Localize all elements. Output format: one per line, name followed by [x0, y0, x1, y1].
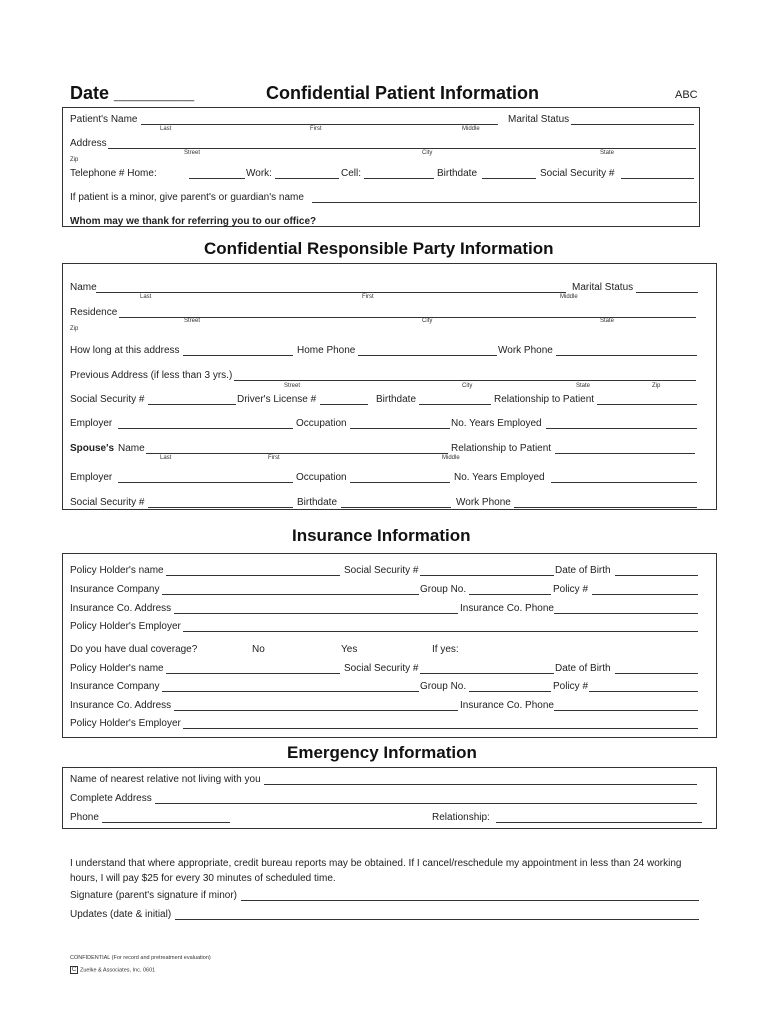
ins2-dob-field[interactable]: [615, 673, 698, 674]
ins-holder-field[interactable]: [166, 575, 340, 576]
ins-ssn-field[interactable]: [420, 575, 554, 576]
updates-field[interactable]: [175, 919, 699, 920]
sub-middle: Middle: [462, 126, 480, 132]
spouse-work-phone-label: Work Phone: [456, 497, 511, 508]
rp-occupation-label: Occupation: [296, 418, 347, 429]
sub-city: City: [422, 150, 433, 156]
sub-last: Last: [160, 126, 172, 132]
sub-first: First: [310, 126, 322, 132]
rp-sub-state: State: [600, 318, 615, 324]
ins-company-label: Insurance Company: [70, 584, 160, 595]
ins-group-field[interactable]: [469, 594, 551, 595]
dual-no-option[interactable]: No: [252, 644, 265, 655]
dual-yes-option[interactable]: Yes: [341, 644, 358, 655]
rp-work-phone-label: Work Phone: [498, 345, 553, 356]
rp-sub-city: City: [422, 318, 433, 324]
ins2-address-label: Insurance Co. Address: [70, 700, 172, 711]
signature-field[interactable]: [241, 900, 699, 901]
spouse-birthdate-label: Birthdate: [297, 497, 338, 508]
ins2-holder-label: Policy Holder's name: [70, 663, 164, 674]
spouse-years-field[interactable]: [551, 482, 697, 483]
telephone-home-label: Telephone # Home:: [70, 168, 157, 179]
drivers-license-field[interactable]: [320, 404, 368, 405]
ins-dob-label: Date of Birth: [555, 565, 611, 576]
ins2-group-field[interactable]: [469, 691, 551, 692]
rp-years-field[interactable]: [546, 428, 697, 429]
signature-label: Signature (parent's signature if minor): [70, 890, 237, 901]
rp-sub-last: Last: [140, 294, 152, 300]
patient-address-field[interactable]: [108, 148, 696, 149]
insurance-heading: Insurance Information: [292, 526, 471, 545]
ssn-label: Social Security #: [540, 168, 615, 179]
ins-ssn-label: Social Security #: [344, 565, 419, 576]
ins2-holder-field[interactable]: [166, 673, 340, 674]
sub-state: State: [600, 150, 615, 156]
spouse-occupation-field[interactable]: [350, 482, 450, 483]
rp-sub-first: First: [362, 294, 374, 300]
rp-employer-field[interactable]: [118, 428, 293, 429]
emergency-relationship-label: Relationship:: [432, 812, 490, 823]
rp-ssn-field[interactable]: [148, 404, 236, 405]
spouse-ssn-field[interactable]: [148, 507, 293, 508]
form-code: ABC: [675, 89, 698, 101]
work-phone-field[interactable]: [275, 178, 339, 179]
referral-field[interactable]: [322, 226, 697, 227]
spouse-employer-field[interactable]: [118, 482, 293, 483]
ins-employer-label: Policy Holder's Employer: [70, 621, 181, 632]
spouse-employer-label: Employer: [70, 472, 113, 483]
patient-marital-field[interactable]: [571, 124, 694, 125]
ins-dob-field[interactable]: [615, 575, 698, 576]
drivers-license-label: Driver's License #: [237, 394, 317, 405]
ins-holder-label: Policy Holder's name: [70, 565, 164, 576]
rp-ssn-label: Social Security #: [70, 394, 145, 405]
emergency-address-field[interactable]: [155, 803, 697, 804]
ins2-policy-label: Policy #: [553, 681, 589, 692]
ssn-field[interactable]: [621, 178, 694, 179]
responsible-party-heading: Confidential Responsible Party Information: [204, 239, 554, 258]
ins-company-field[interactable]: [162, 594, 419, 595]
ins2-employer-field[interactable]: [183, 728, 698, 729]
spouse-sub-first: First: [268, 455, 280, 461]
relative-label: Name of nearest relative not living with you: [70, 774, 261, 785]
rp-relationship-label: Relationship to Patient: [494, 394, 595, 405]
ins2-ssn-field[interactable]: [420, 673, 554, 674]
spouse-name-label: Name: [118, 443, 145, 454]
emergency-relationship-field[interactable]: [496, 822, 702, 823]
prev-sub-street: Street: [284, 383, 301, 389]
emergency-phone-field[interactable]: [102, 822, 230, 823]
prev-address-label: Previous Address (if less than 3 yrs.): [70, 370, 233, 381]
ins-policy-field[interactable]: [592, 594, 698, 595]
patient-marital-label: Marital Status: [508, 114, 570, 125]
rp-sub-street: Street: [184, 318, 201, 324]
rp-employer-label: Employer: [70, 418, 113, 429]
referral-label: Whom may we thank for referring you to our office?: [70, 216, 317, 227]
emergency-phone-label: Phone: [70, 812, 99, 823]
rp-residence-label: Residence: [70, 307, 118, 318]
guardian-name-field[interactable]: [312, 202, 697, 203]
ins-policy-label: Policy #: [553, 584, 589, 595]
ins-group-label: Group No.: [420, 584, 467, 595]
copyright-text: Zuelke & Associates, Inc. 0601: [80, 967, 156, 974]
minor-guardian-label: If patient is a minor, give parent's or guardian's name: [70, 192, 304, 203]
spouse-occupation-label: Occupation: [296, 472, 347, 483]
rp-relationship-field[interactable]: [597, 404, 697, 405]
spouse-sub-middle: Middle: [442, 455, 460, 461]
prev-sub-city: City: [462, 383, 473, 389]
patient-name-label: Patient's Name: [70, 114, 138, 125]
ins-phone-label: Insurance Co. Phone: [460, 603, 554, 614]
rp-marital-label: Marital Status: [572, 282, 634, 293]
spouse-bold-label: Spouse's: [70, 443, 115, 454]
prev-address-field[interactable]: [234, 380, 696, 381]
spouse-relationship-field[interactable]: [555, 453, 695, 454]
responsible-party-box: [62, 263, 717, 510]
patient-address-label: Address: [70, 138, 107, 149]
confidential-footer: CONFIDENTIAL (For record and pretreatment evaluation): [70, 955, 211, 961]
rp-home-phone-label: Home Phone: [297, 345, 356, 356]
work-label: Work:: [246, 168, 272, 179]
ins2-employer-label: Policy Holder's Employer: [70, 718, 181, 729]
dual-coverage-label: Do you have dual coverage?: [70, 644, 198, 655]
ins2-dob-label: Date of Birth: [555, 663, 611, 674]
rp-name-field[interactable]: [96, 292, 566, 293]
patient-name-field[interactable]: [141, 124, 498, 125]
page-title: Confidential Patient Information: [266, 83, 539, 103]
spouse-work-phone-field[interactable]: [514, 507, 697, 508]
rp-birthdate-label: Birthdate: [376, 394, 417, 405]
ins2-group-label: Group No.: [420, 681, 467, 692]
emergency-heading: Emergency Information: [287, 743, 477, 762]
prev-sub-state: State: [576, 383, 591, 389]
sub-zip: Zip: [70, 157, 79, 163]
copyright-box-icon: C: [71, 967, 77, 973]
consent-line-1: I understand that where appropriate, credit bureau reports may be obtained. If I cancel/reschedule my appointment in less than 24 working: [70, 858, 682, 869]
date-label: Date ________: [70, 83, 195, 103]
spouse-name-field[interactable]: [146, 453, 448, 454]
cell-phone-field[interactable]: [364, 178, 434, 179]
rp-marital-field[interactable]: [636, 292, 698, 293]
ins-address-label: Insurance Co. Address: [70, 603, 172, 614]
ins-employer-field[interactable]: [183, 631, 698, 632]
rp-work-phone-field[interactable]: [556, 355, 697, 356]
if-yes-label: If yes:: [432, 644, 459, 655]
rp-sub-zip: Zip: [70, 326, 79, 332]
emergency-address-label: Complete Address: [70, 793, 152, 804]
copyright-footer: [70, 966, 155, 974]
ins-address-field[interactable]: [174, 613, 458, 614]
ins2-address-field[interactable]: [174, 710, 458, 711]
rp-occupation-field[interactable]: [350, 428, 450, 429]
rp-years-label: No. Years Employed: [451, 418, 542, 429]
birthdate-field[interactable]: [482, 178, 536, 179]
ins2-phone-field[interactable]: [554, 710, 698, 711]
relative-field[interactable]: [264, 784, 697, 785]
cell-label: Cell:: [341, 168, 362, 179]
ins2-phone-label: Insurance Co. Phone: [460, 700, 554, 711]
rp-home-phone-field[interactable]: [358, 355, 497, 356]
rp-name-label: Name: [70, 282, 97, 293]
sub-street: Street: [184, 150, 201, 156]
patient-info-box: [62, 107, 700, 227]
how-long-field[interactable]: [183, 355, 293, 356]
prev-sub-zip: Zip: [652, 383, 661, 389]
ins2-company-label: Insurance Company: [70, 681, 160, 692]
how-long-label: How long at this address: [70, 345, 180, 356]
ins-phone-field[interactable]: [554, 613, 698, 614]
consent-line-2: hours, I will pay $25 for every 30 minutes of scheduled time.: [70, 873, 336, 884]
rp-sub-middle: Middle: [560, 294, 578, 300]
birthdate-label: Birthdate: [437, 168, 478, 179]
home-phone-field[interactable]: [189, 178, 245, 179]
ins2-ssn-label: Social Security #: [344, 663, 419, 674]
rp-birthdate-field[interactable]: [419, 404, 491, 405]
spouse-relationship-label: Relationship to Patient: [451, 443, 552, 454]
spouse-years-label: No. Years Employed: [454, 472, 545, 483]
spouse-ssn-label: Social Security #: [70, 497, 145, 508]
spouse-birthdate-field[interactable]: [341, 507, 451, 508]
ins2-company-field[interactable]: [162, 691, 419, 692]
updates-label: Updates (date & initial): [70, 909, 172, 920]
spouse-sub-last: Last: [160, 455, 172, 461]
ins2-policy-field[interactable]: [589, 691, 698, 692]
